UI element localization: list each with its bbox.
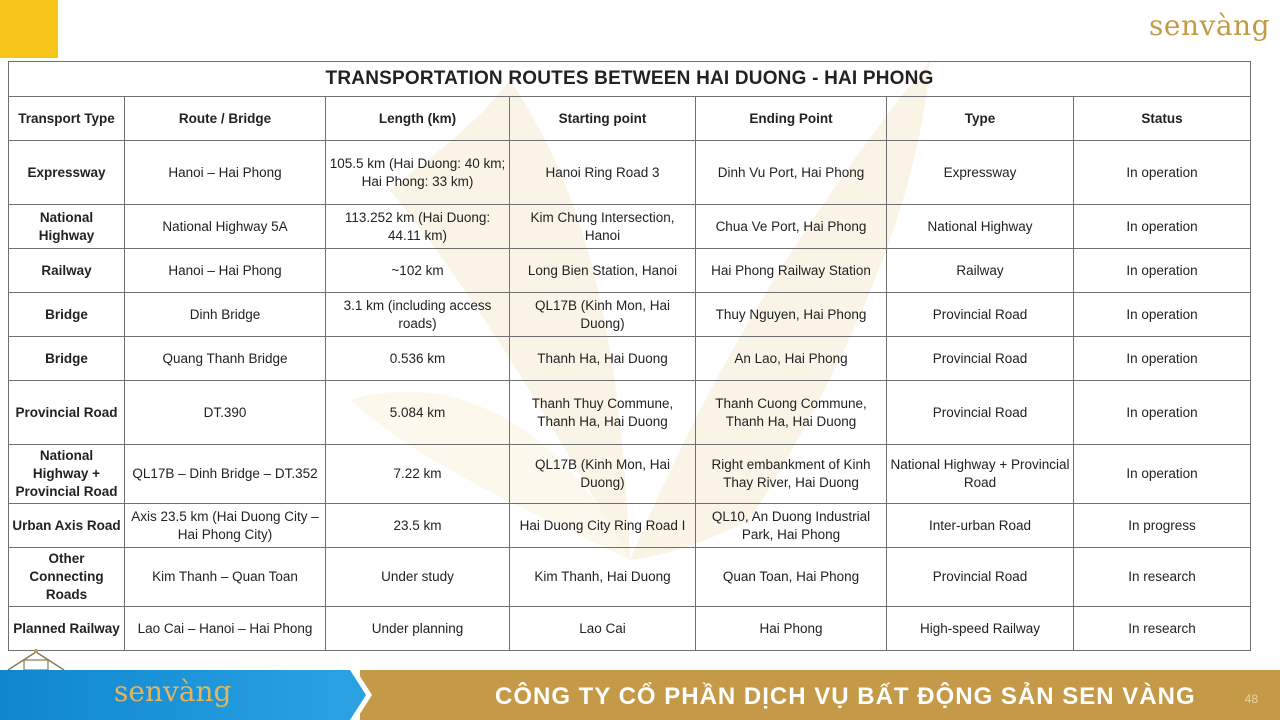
table-header-row (9, 97, 1251, 141)
table-row (9, 293, 1251, 337)
table-cell: Quan Toan, Hai Phong (696, 548, 887, 607)
table-cell: In research (1074, 607, 1251, 651)
transport-routes-table-container (8, 61, 1224, 651)
column-header: Status (1074, 97, 1251, 141)
table-cell: QL10, An Duong Industrial Park, Hai Phong (696, 504, 887, 548)
footer-logo-wordmark: senvàng (114, 675, 232, 708)
table-cell: DT.390 (125, 381, 326, 445)
table-cell: 113.252 km (Hai Duong: 44.11 km) (326, 205, 510, 249)
table-cell: Under study (326, 548, 510, 607)
table-cell: 23.5 km (326, 504, 510, 548)
column-header: Length (km) (326, 97, 510, 141)
table-cell: Kim Thanh, Hai Duong (510, 548, 696, 607)
table-row (9, 141, 1251, 205)
column-header: Route / Bridge (125, 97, 326, 141)
table-row (9, 249, 1251, 293)
corner-accent-block (0, 0, 58, 58)
table-cell: Hai Phong Railway Station (696, 249, 887, 293)
table-cell: In operation (1074, 141, 1251, 205)
table-cell: Kim Chung Intersection, Hanoi (510, 205, 696, 249)
table-cell: 3.1 km (including access roads) (326, 293, 510, 337)
table-cell: Kim Thanh – Quan Toan (125, 548, 326, 607)
transport-type-cell: Urban Axis Road (9, 504, 125, 548)
table-cell: Provincial Road (887, 337, 1074, 381)
table-cell: Provincial Road (887, 548, 1074, 607)
table-cell: Thanh Cuong Commune, Thanh Ha, Hai Duong (696, 381, 887, 445)
table-row (9, 504, 1251, 548)
table-cell: Railway (887, 249, 1074, 293)
table-cell: Long Bien Station, Hanoi (510, 249, 696, 293)
building-badge-icon (6, 648, 66, 672)
transport-type-cell: National Highway (9, 205, 125, 249)
transport-type-cell: Expressway (9, 141, 125, 205)
table-cell: Right embankment of Kinh Thay River, Hai Duong (696, 445, 887, 504)
footer-company-name: CÔNG TY CỔ PHẦN DỊCH VỤ BẤT ĐỘNG SẢN SEN VÀNG (495, 683, 1196, 710)
table-row (9, 445, 1251, 504)
transport-type-cell: Bridge (9, 293, 125, 337)
column-header: Ending Point (696, 97, 887, 141)
table-cell: National Highway (887, 205, 1074, 249)
table-cell: Quang Thanh Bridge (125, 337, 326, 381)
table-cell: 105.5 km (Hai Duong: 40 km; Hai Phong: 33 km) (326, 141, 510, 205)
table-cell: QL17B (Kinh Mon, Hai Duong) (510, 293, 696, 337)
table-cell: Expressway (887, 141, 1074, 205)
transport-type-cell: Provincial Road (9, 381, 125, 445)
table-cell: In operation (1074, 337, 1251, 381)
table-cell: 7.22 km (326, 445, 510, 504)
table-cell: High-speed Railway (887, 607, 1074, 651)
table-cell: Dinh Bridge (125, 293, 326, 337)
table-cell: Axis 23.5 km (Hai Duong City – Hai Phong City) (125, 504, 326, 548)
table-cell: Lao Cai – Hanoi – Hai Phong (125, 607, 326, 651)
table-cell: Hanoi – Hai Phong (125, 249, 326, 293)
table-cell: Hanoi Ring Road 3 (510, 141, 696, 205)
table-row (9, 381, 1251, 445)
table-cell: 0.536 km (326, 337, 510, 381)
transport-type-cell: Other Connecting Roads (9, 548, 125, 607)
table-cell: 5.084 km (326, 381, 510, 445)
table-cell: In operation (1074, 381, 1251, 445)
transport-routes-table (8, 61, 1251, 651)
table-cell: Lao Cai (510, 607, 696, 651)
table-cell: Thanh Thuy Commune, Thanh Ha, Hai Duong (510, 381, 696, 445)
brand-logo-top (1149, 4, 1270, 48)
table-cell: QL17B (Kinh Mon, Hai Duong) (510, 445, 696, 504)
column-header: Starting point (510, 97, 696, 141)
table-row (9, 205, 1251, 249)
table-body (9, 141, 1251, 651)
table-cell: Dinh Vu Port, Hai Phong (696, 141, 887, 205)
logo-wordmark: senvàng (1149, 9, 1270, 42)
page-number: 48 (1244, 692, 1258, 706)
table-cell: QL17B – Dinh Bridge – DT.352 (125, 445, 326, 504)
table-cell: Thanh Ha, Hai Duong (510, 337, 696, 381)
table-cell: Under planning (326, 607, 510, 651)
table-cell: An Lao, Hai Phong (696, 337, 887, 381)
table-cell: In progress (1074, 504, 1251, 548)
table-cell: National Highway + Provincial Road (887, 445, 1074, 504)
transport-type-cell: Railway (9, 249, 125, 293)
table-row (9, 607, 1251, 651)
column-header: Transport Type (9, 97, 125, 141)
table-cell: In research (1074, 548, 1251, 607)
table-cell: Provincial Road (887, 381, 1074, 445)
table-cell: Provincial Road (887, 293, 1074, 337)
table-cell: In operation (1074, 249, 1251, 293)
table-cell: National Highway 5A (125, 205, 326, 249)
transport-type-cell: Bridge (9, 337, 125, 381)
table-cell: Chua Ve Port, Hai Phong (696, 205, 887, 249)
table-cell: In operation (1074, 445, 1251, 504)
table-cell: Hai Duong City Ring Road I (510, 504, 696, 548)
table-cell: Thuy Nguyen, Hai Phong (696, 293, 887, 337)
table-cell: In operation (1074, 205, 1251, 249)
column-header: Type (887, 97, 1074, 141)
table-cell: In operation (1074, 293, 1251, 337)
table-cell: Hanoi – Hai Phong (125, 141, 326, 205)
footer-bar (0, 670, 1280, 720)
table-row (9, 337, 1251, 381)
table-row (9, 548, 1251, 607)
table-cell: Inter-urban Road (887, 504, 1074, 548)
table-title: TRANSPORTATION ROUTES BETWEEN HAI DUONG - HAI PHONG (9, 62, 1251, 97)
transport-type-cell: Planned Railway (9, 607, 125, 651)
table-cell: Hai Phong (696, 607, 887, 651)
table-cell: ~102 km (326, 249, 510, 293)
transport-type-cell: National Highway + Provincial Road (9, 445, 125, 504)
